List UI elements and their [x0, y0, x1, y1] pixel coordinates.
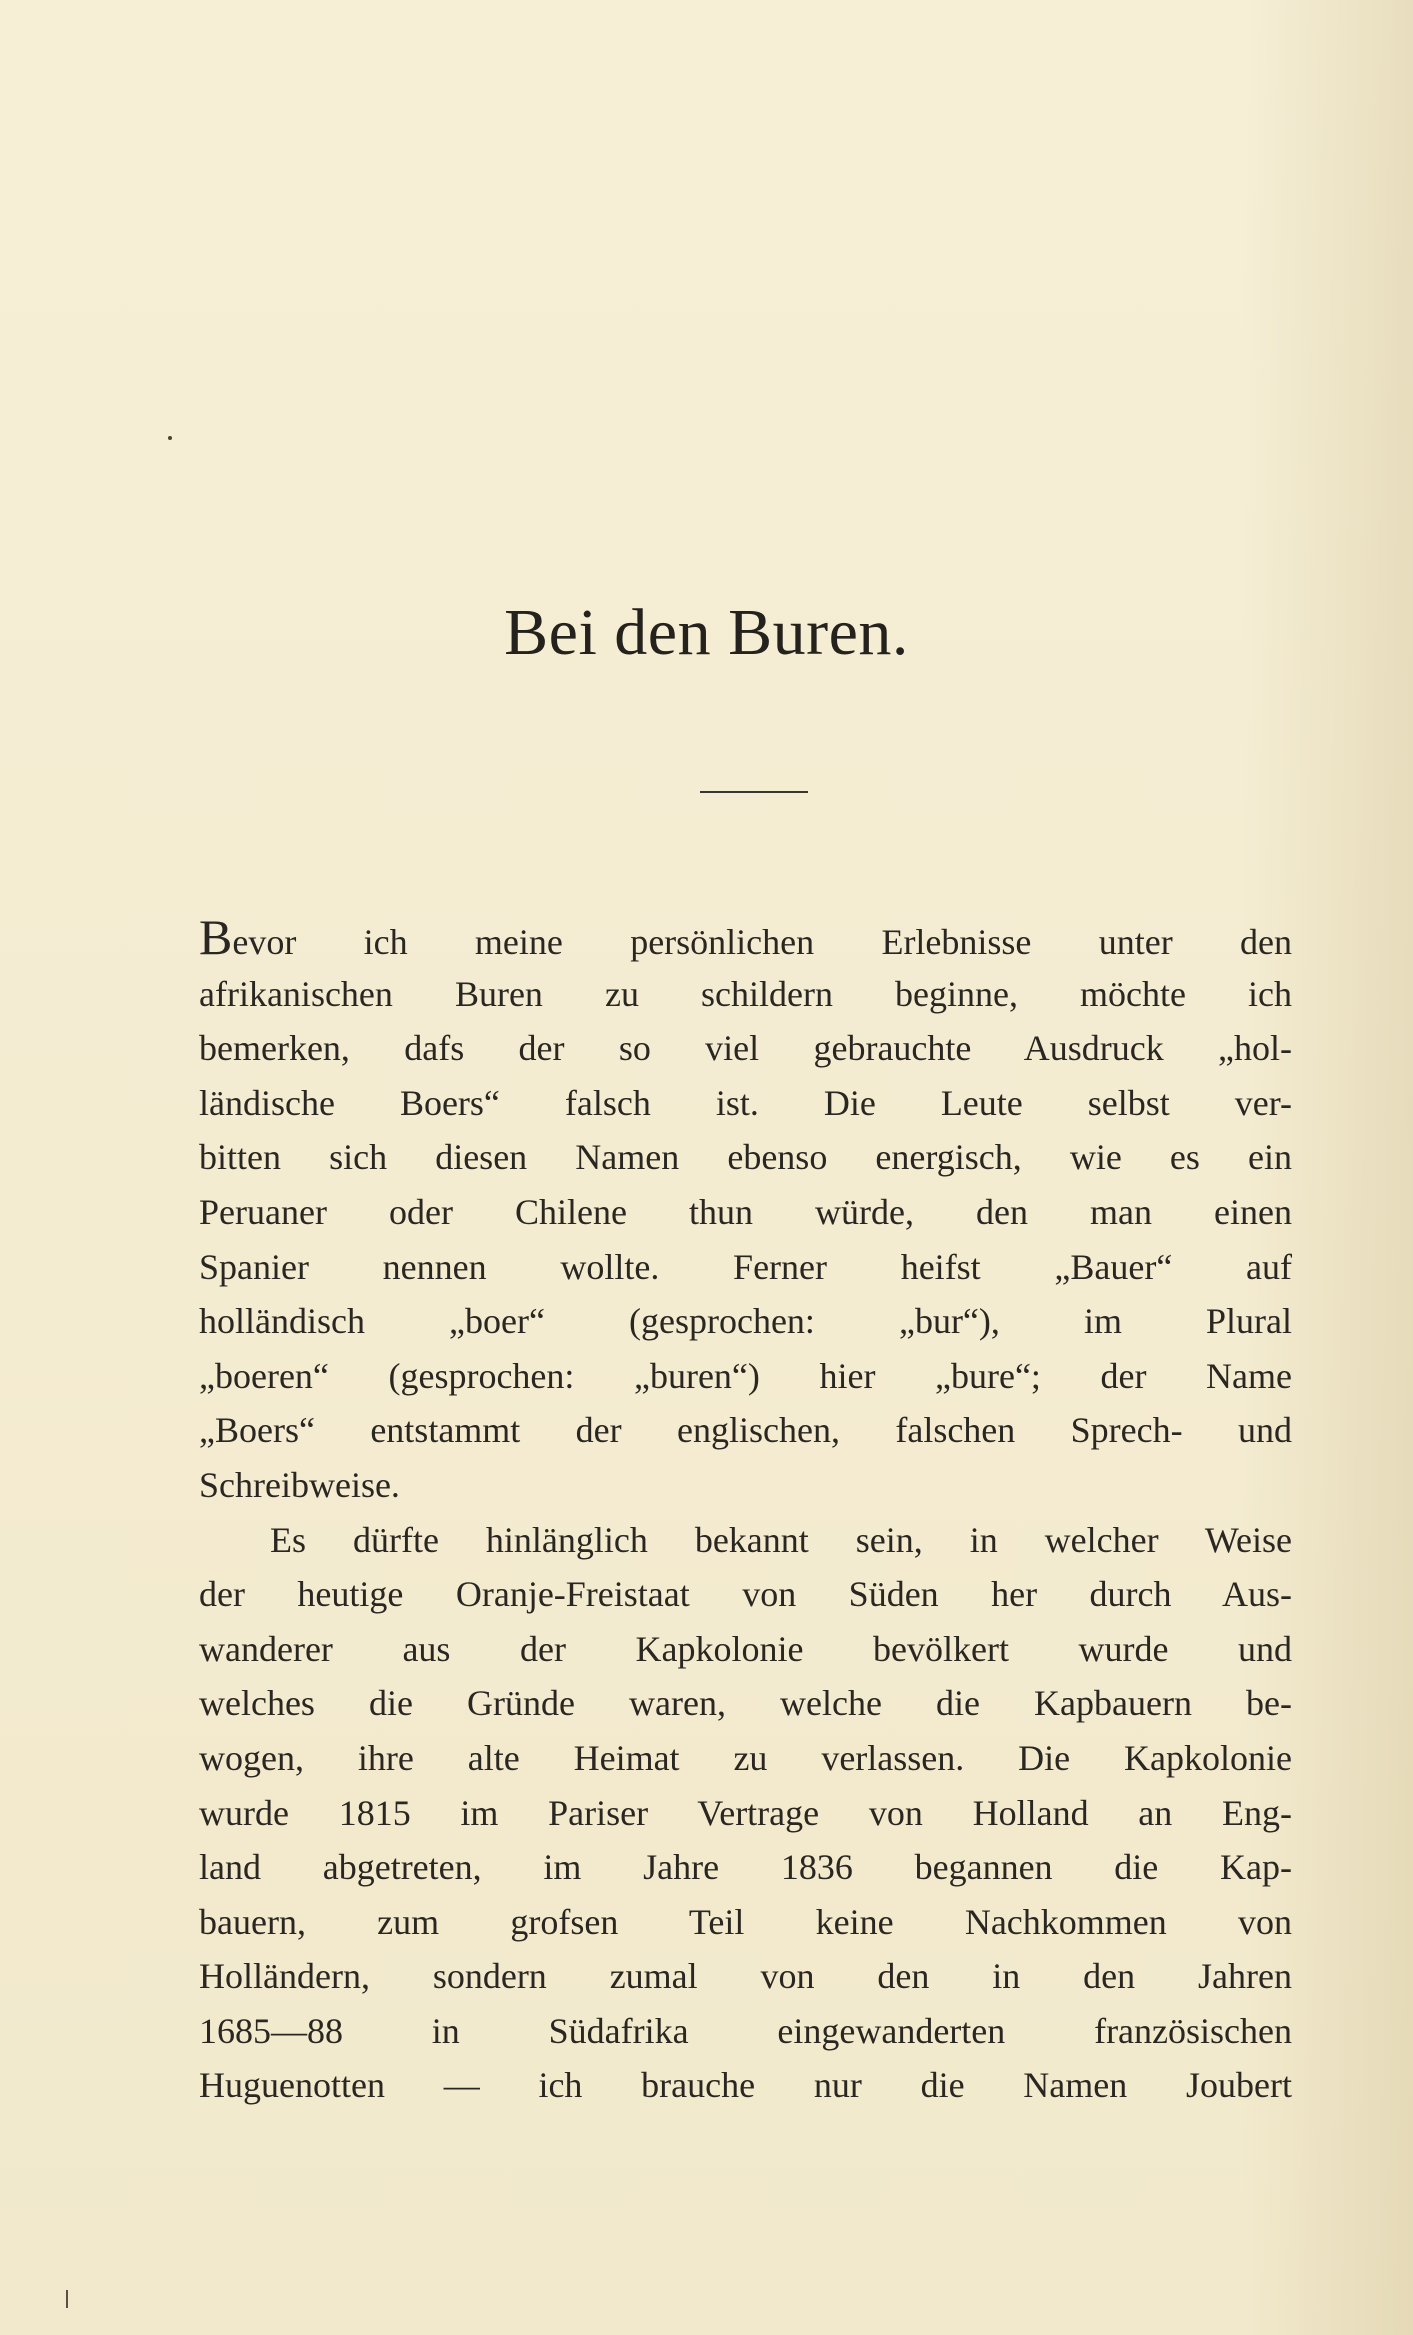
text-line: bemerken, dafs der so viel gebrauchte Ausdruck „hol-	[199, 1028, 1292, 1069]
body-text	[199, 909, 1292, 2113]
text-line: bitten sich diesen Namen ebenso energisch, wie es ein	[199, 1137, 1292, 1178]
text-line: 1685—88 in Südafrika eingewanderten französischen	[199, 2010, 1292, 2051]
text-line: Es dürfte hinlänglich bekannt sein, in welcher Weise	[270, 1519, 1292, 1560]
margin-mark	[66, 2290, 68, 2308]
text-line: Peruaner oder Chilene thun würde, den man einen	[199, 1191, 1292, 1232]
title-divider	[700, 791, 808, 793]
text-line: wurde 1815 im Pariser Vertrage von Holland an Eng-	[199, 1792, 1292, 1833]
text-line: „boeren“ (gesprochen: „buren“) hier „bure“; der Name	[199, 1355, 1292, 1396]
text-line-content: evor ich meine persönlichen Erlebnisse unter den	[232, 922, 1292, 962]
text-line: holländisch „boer“ (gesprochen: „bur“), im Plural	[199, 1301, 1292, 1342]
text-line: Schreibweise.	[199, 1464, 400, 1505]
text-line: ländische Boers“ falsch ist. Die Leute selbst ver-	[199, 1082, 1292, 1123]
text-line: der heutige Oranje-Freistaat von Süden her durch Aus-	[199, 1574, 1292, 1615]
text-line: welches die Gründe waren, welche die Kapbauern be-	[199, 1683, 1292, 1724]
text-line: afrikanischen Buren zu schildern beginne, möchte ich	[199, 973, 1292, 1014]
text-line	[199, 909, 1292, 967]
text-line: Huguenotten — ich brauche nur die Namen Joubert	[199, 2065, 1292, 2106]
paper-speck	[168, 436, 172, 440]
text-line: bauern, zum grofsen Teil keine Nachkommen von	[199, 1901, 1292, 1942]
text-line: wogen, ihre alte Heimat zu verlassen. Die Kapkolonie	[199, 1737, 1292, 1778]
text-line: wanderer aus der Kapkolonie bevölkert wurde und	[199, 1628, 1292, 1669]
chapter-title: Bei den Buren.	[504, 596, 909, 669]
text-line: „Boers“ entstammt der englischen, falschen Sprech- und	[199, 1410, 1292, 1451]
text-line: land abgetreten, im Jahre 1836 begannen die Kap-	[199, 1847, 1292, 1888]
text-line: Holländern, sondern zumal von den in den Jahren	[199, 1956, 1292, 1997]
drop-cap: B	[199, 909, 233, 965]
text-line: Spanier nennen wollte. Ferner heifst „Bauer“ auf	[199, 1246, 1292, 1287]
